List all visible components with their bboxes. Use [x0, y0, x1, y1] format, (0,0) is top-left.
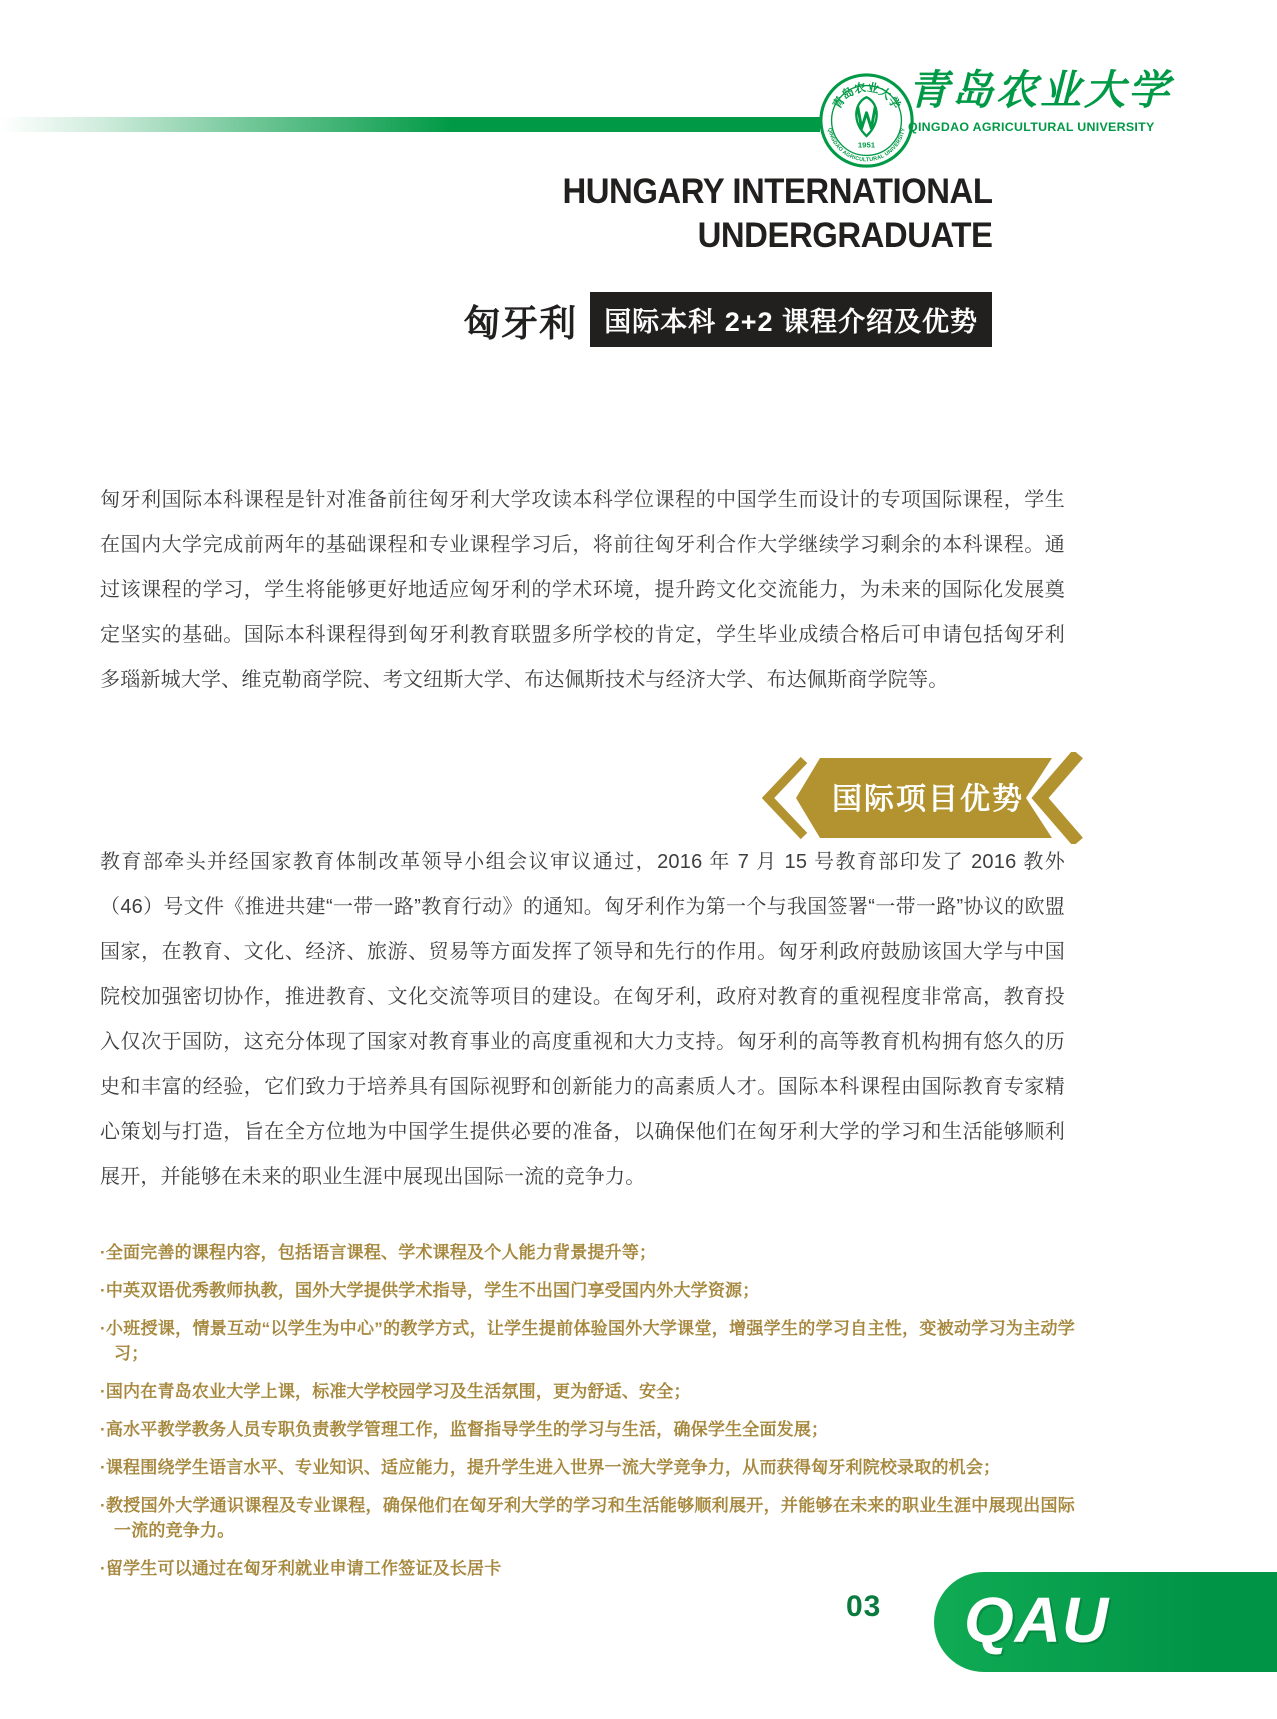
page-number: 03 — [846, 1590, 882, 1623]
university-name-en: QINGDAO AGRICULTURAL UNIVERSITY — [908, 120, 1155, 134]
bullet-item: ·小班授课，情景互动“以学生为中心”的教学方式，让学生提前体验国外大学课堂，增强学生的学习自主性，变被动学习为主动学习； — [100, 1319, 1075, 1363]
bullet-item: ·全面完善的课程内容，包括语言课程、学术课程及个人能力背景提升等； — [100, 1243, 657, 1262]
advantage-bullet-list — [100, 1240, 1075, 1594]
seal-ring-text: QINGDAO AGRICULTURAL UNIVERSITY — [826, 127, 907, 164]
bullet-item: ·中英双语优秀教师执教，国外大学提供学术指导，学生不出国门享受国内外大学资源； — [100, 1281, 760, 1300]
university-seal-icon — [818, 72, 915, 169]
intro-paragraph: 匈牙利国际本科课程是针对准备前往匈牙利大学攻读本科学位课程的中国学生而设计的专项国际课程，学生在国内大学完成前两年的基础课程和专业课程学习后，将前往匈牙利合作大学继续学习剩余的本科课程。通过该课程的学习，学生将能够更好地适应匈牙利的学术环境，提升跨文化交流能力，为未来的国际化发展奠定坚实的基础。国际本科课程得到匈牙利教育联盟多所学校的肯定，学生毕业成绩合格后可申请包括匈牙利多瑙新城大学、维克勒商学院、考文纽斯大学、布达佩斯技术与经济大学、布达佩斯商学院等。 — [100, 489, 1065, 691]
subtitle-country: 匈牙利 — [463, 302, 578, 344]
page-subtitle — [463, 292, 992, 347]
seal-top-text: 青岛农业大学 — [830, 81, 903, 112]
bullet-item: ·国内在青岛农业大学上课，标准大学校园学习及生活氛围，更为舒适、安全； — [100, 1382, 691, 1401]
university-name-zh: 青岛农业大学 — [908, 66, 1172, 114]
section-banner — [752, 752, 1092, 844]
advantage-paragraph: 教育部牵头并经国家教育体制改革领导小组会议审议通过，2016 年 7 月 15 号教育部印发了 2016 教外（46）号文件《推进共建“一带一路”教育行动》的通知。匈牙利作为第一个与我国签署“一带一路”协议的欧盟国家，在教育、文化、经济、旅游、贸易等方面发挥了领导和先行的作用。匈牙利政府鼓励该国大学与中国院校加强密切协作，推进教育、文化交流等项目的建设。在匈牙利，政府对教育的重视程度非常高，教育投入仅次于国防，这充分体现了国家对教育事业的高度重视和大力支持。匈牙利的高等教育机构拥有悠久的历史和丰富的经验，它们致力于培养具有国际视野和创新能力的高素质人才。国际本科课程由国际教育专家精心策划与打造，旨在全方位地为中国学生提供必要的准备，以确保他们在匈牙利大学的学习和生活能够顺利展开，并能够在未来的职业生涯中展现出国际一流的竞争力。 — [100, 851, 1065, 1188]
bullet-item: ·课程围绕学生语言水平、专业知识、适应能力，提升学生进入世界一流大学竞争力，从而获得匈牙利院校录取的机会； — [100, 1458, 1001, 1477]
page-title-line1: HUNGARY INTERNATIONAL — [561, 172, 992, 211]
bullet-item: ·留学生可以通过在匈牙利就业申请工作签证及长居卡 — [100, 1559, 502, 1578]
university-wordmark — [908, 62, 1172, 134]
section-banner-label: 国际项目优势 — [832, 783, 1024, 816]
subtitle-program-box: 国际本科 2+2 课程介绍及优势 — [590, 292, 992, 347]
green-gradient-bar — [0, 117, 820, 132]
page-title-line2: UNDERGRADUATE — [697, 216, 992, 255]
qau-logo: QAU — [964, 1584, 1110, 1656]
bullet-item: ·教授国外大学通识课程及专业课程，确保他们在匈牙利大学的学习和生活能够顺利展开，并能够在未来的职业生涯中展现出国际一流的竞争力。 — [100, 1496, 1075, 1540]
page-title — [562, 170, 992, 258]
footer-green-band — [934, 1572, 1277, 1672]
bullet-item: ·高水平教学教务人员专职负责教学管理工作，监督指导学生的学习与生活，确保学生全面发展； — [100, 1420, 829, 1439]
seal-year: 1951 — [857, 140, 876, 150]
